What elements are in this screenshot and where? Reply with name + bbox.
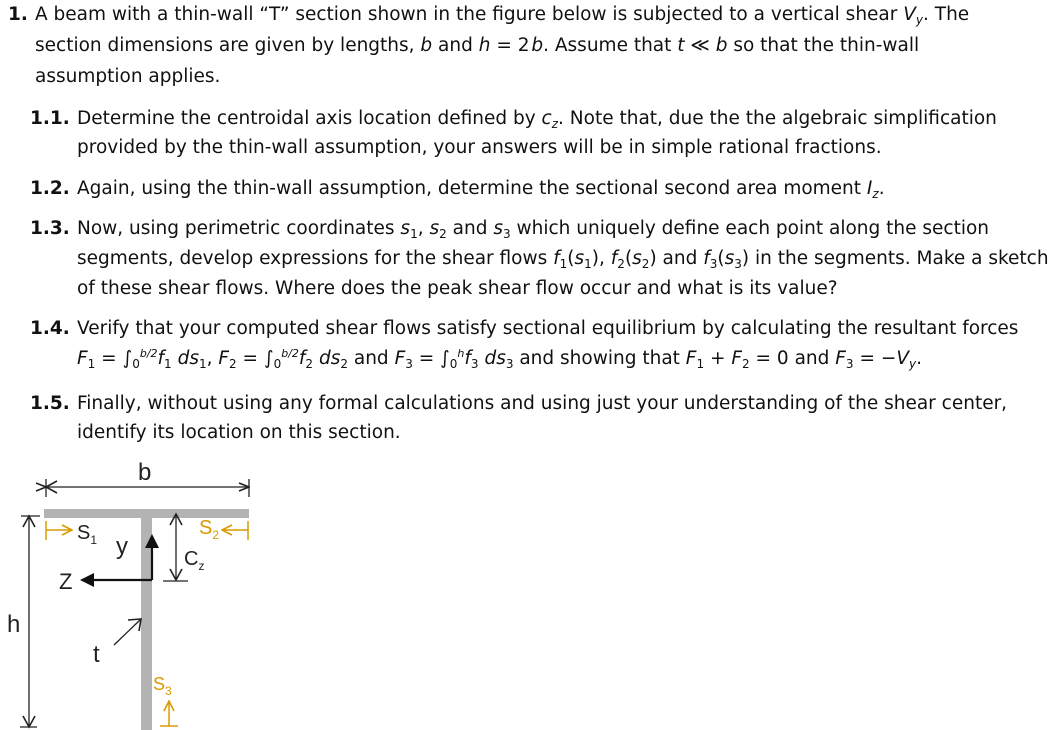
label-cz: $C_z$ [184, 548, 205, 573]
part-1-1-line-2: provided by the thin-wall assumption, your answers will be in simple rational fractions. [77, 137, 882, 158]
part-1-3-line-1: Now, using perimetric coordinates $s_1$, $s_2$ and $s_3$ which uniquely define each point along the section [77, 218, 990, 241]
part-1-4-line-2: $F_1 = \int_0^{b/2}f_1$ $ds_1$, $F_2 = \int_0^{b/2}f_2$ $ds_2$ and $F_3 = \int_0^hf_3$ $ds_3$ and showing that $F_1 + F_2 = 0$ and $F_3 = -V_y$. [77, 347, 922, 371]
part-1-5-number: 1.5. [30, 393, 70, 414]
problem-intro-line-3: assumption applies. [35, 66, 221, 87]
problem-intro-line-2: section dimensions are given by lengths, b and h = 2 b. Assume that t ≪ b so that the thin-wall [35, 35, 920, 56]
label-b: b [138, 459, 152, 486]
part-1-5-line-2: identify its location on this section. [77, 422, 401, 443]
part-1-1-number: 1.1. [30, 108, 70, 129]
part-1-2-line-1: Again, using the thin-wall assumption, determine the sectional second area moment $I_z$. [77, 178, 885, 201]
label-s3: $S_3$ [153, 674, 172, 698]
part-1-3-line-3: of these shear flows. Where does the peak shear flow occur and what is its value? [77, 278, 838, 299]
label-y: y [116, 533, 128, 560]
label-z: Z [59, 569, 73, 594]
label-s2: $S_2$ [199, 517, 220, 542]
part-1-4-line-1: Verify that your computed shear flows satisfy sectional equilibrium by calculating the resultant forces [77, 318, 1019, 339]
part-1-4-number: 1.4. [30, 318, 70, 339]
problem-number: 1. [8, 4, 28, 25]
part-1-1-line-1: Determine the centroidal axis location defined by $c_z$. Note that, due the the algebraic simplification [77, 108, 997, 131]
label-t: t [93, 641, 100, 668]
problem-intro-line-1: A beam with a thin-wall “T” section shown in the figure below is subjected to a vertical shear $V_y$. The [35, 4, 970, 27]
t-pointer-arrow [114, 619, 141, 645]
t-section-figure [0, 450, 300, 730]
web [141, 509, 152, 730]
label-h: h [7, 611, 21, 638]
part-1-5-line-1: Finally, without using any formal calculations and using just your understanding of the shear center, [77, 393, 1008, 414]
part-1-3-number: 1.3. [30, 218, 70, 239]
part-1-2-number: 1.2. [30, 178, 70, 199]
label-s1: $S_1$ [77, 522, 98, 547]
part-1-3-line-2: segments, develop expressions for the shear flows $f_1(s_1)$, $f_2(s_2)$ and $f_3(s_3)$ in the segments. Make a sketch [77, 248, 1049, 271]
